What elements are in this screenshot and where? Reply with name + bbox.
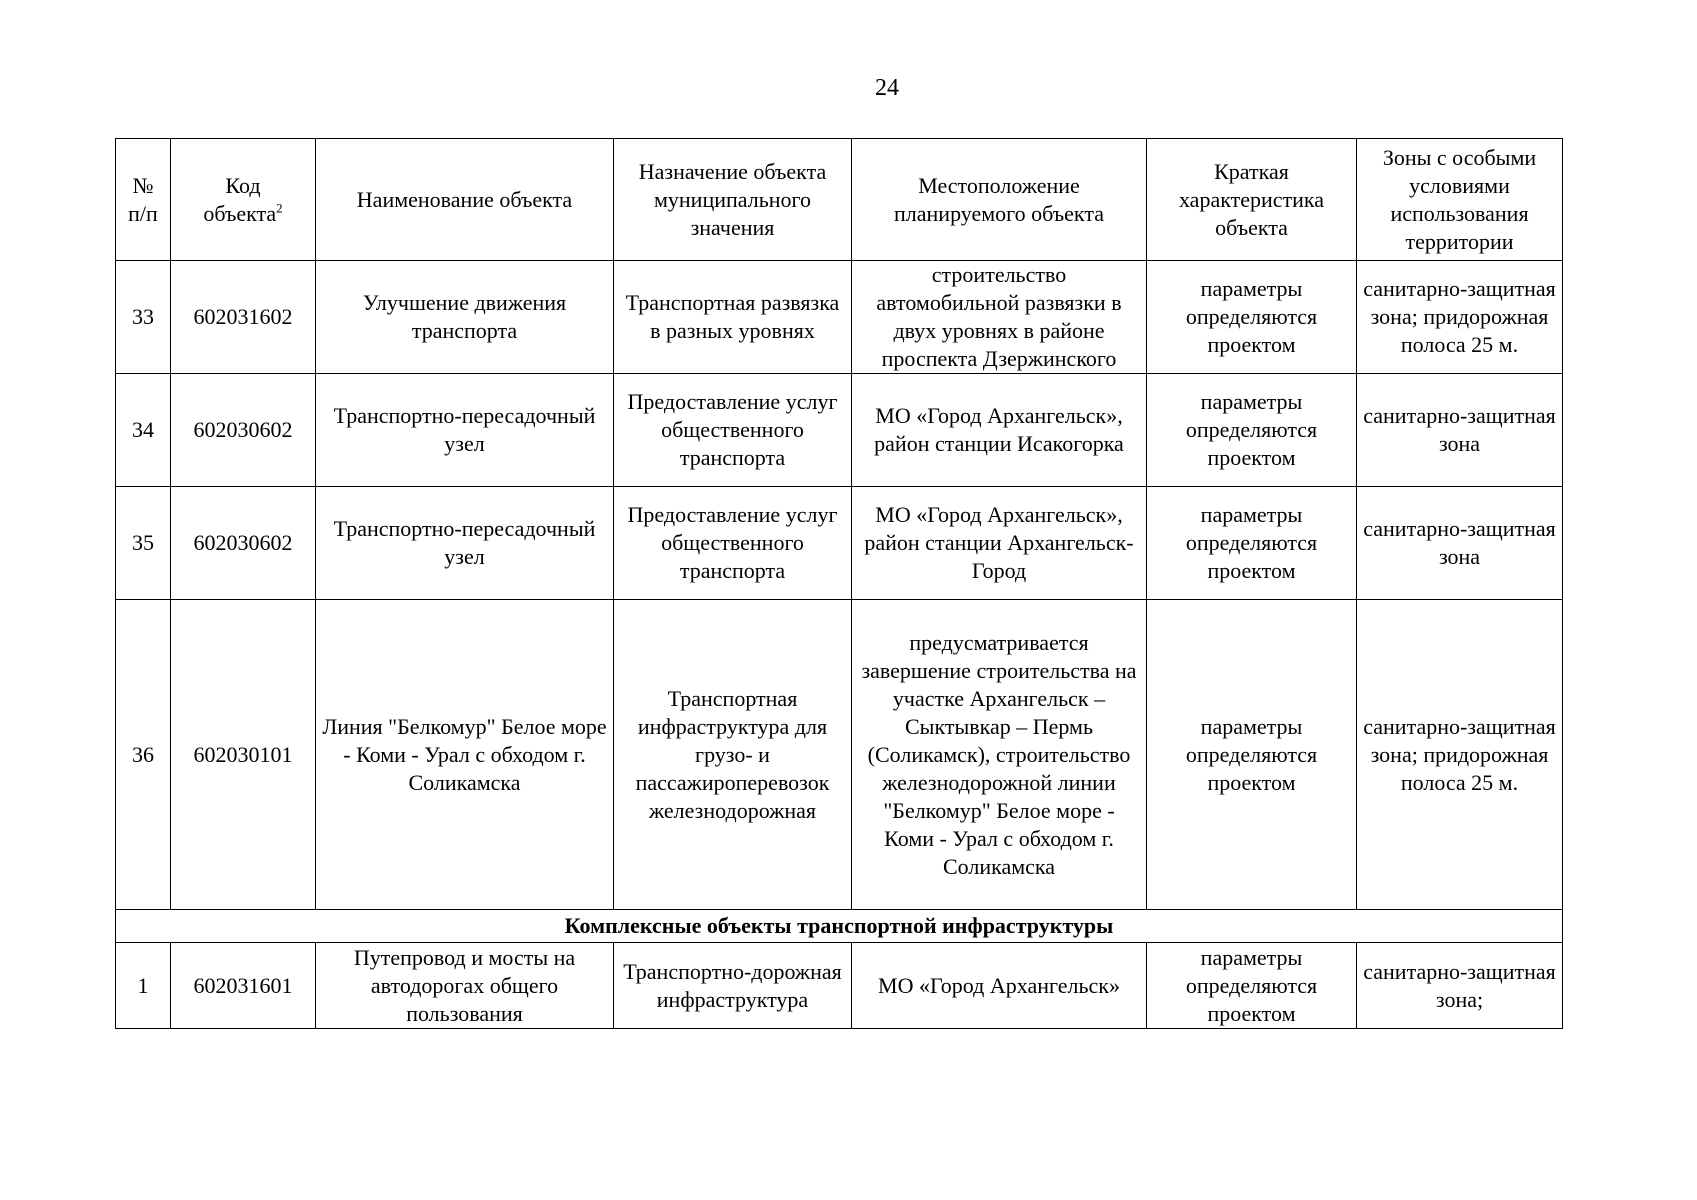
cell-zones: санитарно-защитная зона; придорожная полоса 25 м. xyxy=(1357,600,1563,910)
table-row xyxy=(116,261,1563,374)
cell-code: 602031601 xyxy=(171,943,316,1029)
cell-num: 35 xyxy=(116,487,171,600)
header-purpose: Назначение объекта муниципального значения xyxy=(614,139,852,261)
cell-zones: санитарно-защитная зона xyxy=(1357,487,1563,600)
cell-num: 36 xyxy=(116,600,171,910)
cell-name: Линия "Белкомур" Белое море - Коми - Урал с обходом г. Соликамска xyxy=(316,600,614,910)
cell-characteristic: параметры определяются проектом xyxy=(1147,600,1357,910)
table-header-row xyxy=(116,139,1563,261)
cell-location: МО «Город Архангельск», район станции Исакогорка xyxy=(852,374,1147,487)
cell-name: Путепровод и мосты на автодорогах общего пользования xyxy=(316,943,614,1029)
cell-purpose: Предоставление услуг общественного транспорта xyxy=(614,487,852,600)
cell-code: 602030602 xyxy=(171,374,316,487)
header-num-label: № п/п xyxy=(128,172,158,226)
cell-num: 1 xyxy=(116,943,171,1029)
cell-name: Транспортно-пересадочный узел xyxy=(316,374,614,487)
table-row xyxy=(116,487,1563,600)
page-number: 24 xyxy=(875,75,899,101)
cell-name: Улучшение движения транспорта xyxy=(316,261,614,374)
header-zones: Зоны с особыми условиями использования территории xyxy=(1357,139,1563,261)
header-characteristic: Краткая характеристика объекта xyxy=(1147,139,1357,261)
cell-characteristic: параметры определяются проектом xyxy=(1147,943,1357,1029)
cell-purpose: Предоставление услуг общественного транспорта xyxy=(614,374,852,487)
section-title: Комплексные объекты транспортной инфраструктуры xyxy=(116,910,1563,943)
cell-characteristic: параметры определяются проектом xyxy=(1147,487,1357,600)
cell-zones: санитарно-защитная зона xyxy=(1357,374,1563,487)
cell-location: МО «Город Архангельск» xyxy=(852,943,1147,1029)
cell-location: строительство автомобильной развязки в двух уровнях в районе проспекта Дзержинского xyxy=(852,261,1147,374)
planned-objects-table xyxy=(115,138,1563,1029)
header-code-label: Код объекта xyxy=(203,172,277,226)
cell-name: Транспортно-пересадочный узел xyxy=(316,487,614,600)
cell-purpose: Транспортно-дорожная инфраструктура xyxy=(614,943,852,1029)
cell-characteristic: параметры определяются проектом xyxy=(1147,374,1357,487)
header-name: Наименование объекта xyxy=(316,139,614,261)
cell-purpose: Транспортная развязка в разных уровнях xyxy=(614,261,852,374)
header-code xyxy=(171,139,316,261)
cell-characteristic: параметры определяются проектом xyxy=(1147,261,1357,374)
header-code-footnote: 2 xyxy=(276,200,283,216)
cell-code: 602031602 xyxy=(171,261,316,374)
cell-zones: санитарно-защитная зона; xyxy=(1357,943,1563,1029)
table-row xyxy=(116,943,1563,1029)
cell-code: 602030101 xyxy=(171,600,316,910)
cell-num: 34 xyxy=(116,374,171,487)
header-location: Местоположение планируемого объекта xyxy=(852,139,1147,261)
header-num xyxy=(116,139,171,261)
cell-num: 33 xyxy=(116,261,171,374)
cell-location: МО «Город Архангельск», район станции Архангельск-Город xyxy=(852,487,1147,600)
cell-code: 602030602 xyxy=(171,487,316,600)
cell-location: предусматривается завершение строительства на участке Архангельск – Сыктывкар – Пермь (Соликамск), строительство железнодорожной линии "Белкомур" Белое море - Коми - Урал с обходом г. Соликамска xyxy=(852,600,1147,910)
cell-zones: санитарно-защитная зона; придорожная полоса 25 м. xyxy=(1357,261,1563,374)
section-header-row xyxy=(116,910,1563,943)
table-row xyxy=(116,600,1563,910)
cell-purpose: Транспортная инфраструктура для грузо- и пассажироперевозок железнодорожная xyxy=(614,600,852,910)
table-row xyxy=(116,374,1563,487)
